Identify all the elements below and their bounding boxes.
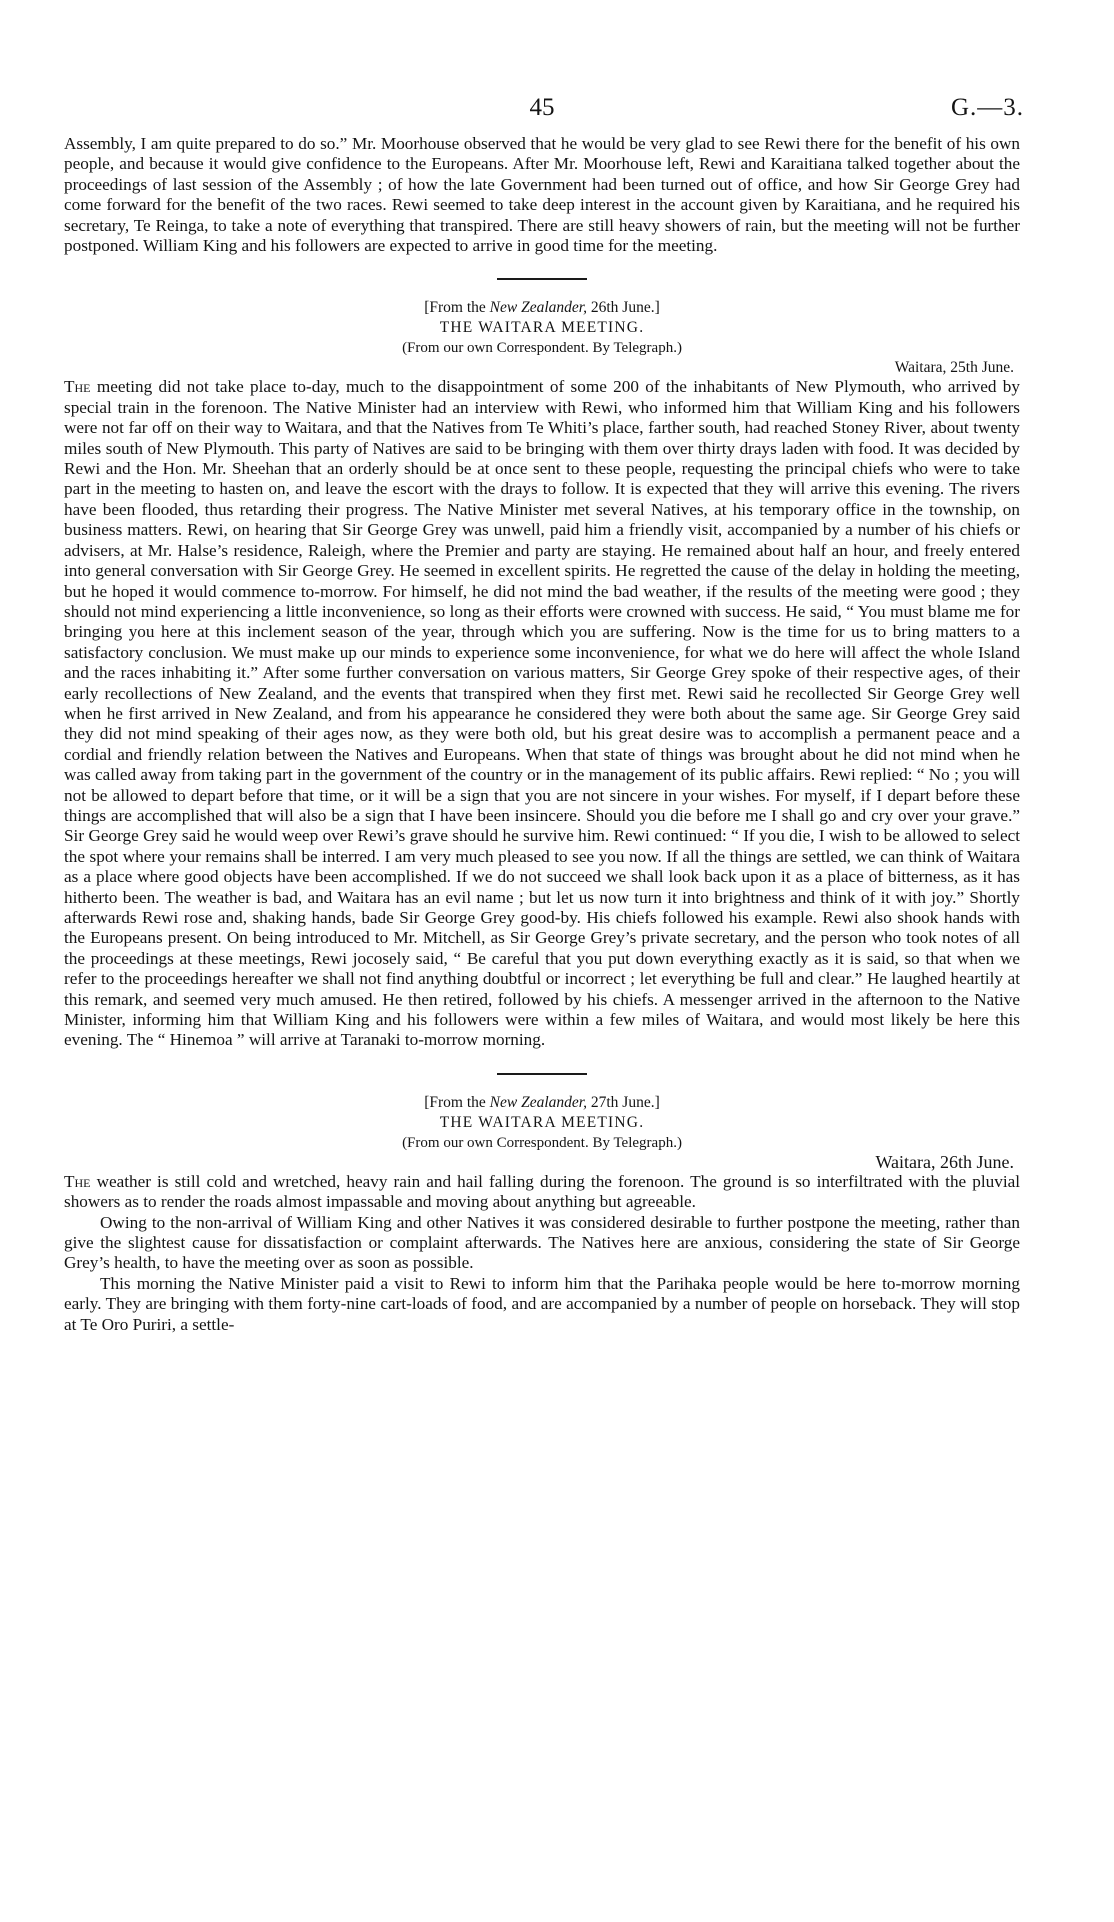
source-suffix: 27th June.] [586,1093,660,1111]
opening-paragraph: Assembly, I am quite prepared to do so.” Mr. Moorhouse observed that he would be very glad to see Rewi there for the benefit of his own people, and because it would give confidence to the Europeans. After Mr. Moorhouse left, Rewi and Karaitiana talked together about the proceedings of last session of the Assembly ; of how the late Government had been turned out of office, and how Sir George Grey had come forward for the benefit of the two races. Rewi seemed to take deep interest in the account given by Karaitiana, and he required his secretary, Te Reinga, to take a note of everything that transpired. There are still heavy showers of rain, but the meeting will not be further postponed. William King and his followers are expected to arrive in good time for the meeting. [64,134,1020,256]
section-divider [497,1073,587,1075]
article-2-title: THE WAITARA MEETING. [439,1113,645,1131]
source-paper: New Zealander, [489,1093,587,1111]
article-1-lead-word: The [64,377,91,397]
article-2-correspondent: (From our own Correspondent. By Telegraph.) [402,1134,682,1151]
article-1-title: THE WAITARA MEETING. [439,319,645,337]
page-number: 45 [529,94,555,121]
article-1-body [64,377,1020,1050]
article-2-source [64,1093,1020,1112]
article-1-source [64,298,1020,317]
article-2-paragraph-3: This morning the Native Minister paid a visit to Rewi to inform him that the Parihaka people would be here to-morrow morning early. They are bringing with them forty-nine cart-loads of food, and are accompanied by a number of people on horseback. They will stop at Te Oro Puriri, a settle- [64,1273,1020,1334]
document-page [64,94,1024,1335]
source-prefix: [From the [424,1093,490,1111]
source-suffix: 26th June.] [586,299,660,317]
article-2-paragraph-2: Owing to the non-arrival of William King and other Natives it was considered desirable to further postpone the meeting, rather than give the slightest cause for dissatisfaction or complaint afterwards. The Natives here are anxious, considering the state of Sir George Grey’s health, to have the meeting over as soon as possible. [64,1212,1020,1273]
source-paper: New Zealander, [489,299,587,317]
source-prefix: [From the [424,299,490,317]
document-reference: G.—3. [950,94,1024,121]
article-2-paragraph-1 [64,1172,1020,1213]
article-1-correspondent: (From our own Correspondent. By Telegraph.) [402,340,682,357]
section-divider [497,278,587,280]
article-1-dateline: Waitara, 25th June. [894,359,1014,377]
page-header [64,94,1024,134]
article-1-body-text: meeting did not take place to-day, much to the disappointment of some 200 of the inhabitants of New Plymouth, who arrived by special train in the forenoon. The Native Minister had an interview with Rewi, who informed him that William King and his followers were not far off on their way to Waitara, and that the Natives from Te Whiti’s place, farther south, had reached Stoney River, about twenty miles south of New Plymouth. This party of Natives are said to be bringing with them over thirty drays laden with food. It was decided by Rewi and the Hon. Mr. Sheehan that an orderly should be at once sent to these people, requesting the principal chiefs who were to take part in the meeting to hasten on, and leave the escort with the drays to follow. It is expected that they will arrive this evening. The rivers have been flooded, thus retarding their progress. The Native Minister met several Natives, at his temporary office in the township, on business matters. Rewi, on hearing that Sir George Grey was unwell, paid him a friendly visit, accompanied by a number of his chiefs or advisers, at Mr. Halse’s residence, Raleigh, where the Premier and party are staying. He remained about half an hour, and freely entered into general conversation with Sir George Grey. He seemed in excellent spirits. He regretted the cause of the delay in holding the meeting, but he hoped it would commence to-morrow. For himself, he did not mind the bad weather, if the results of the meeting were good ; they should not mind experiencing a little inconvenience, so long as their efforts were crowned with success. He said, “ You must blame me for bringing you here at this inclement season of the year, through which you are suffering. Now is the time for us to bring matters to a satisfactory conclusion. We must make up our minds to experience some inconvenience, for what we do here will affect the whole Island and the races inhabiting it.” After some further conversation on various matters, Sir George Grey spoke of their respective ages, of their early recollections of New Zealand, and the events that transpired when they first met. Rewi said he recollected Sir George Grey well when he first arrived in New Zealand, and from his appearance he considered they were both about the same age. Sir George Grey said they did not mind speaking of their ages now, as they were both old, but his great desire was to accomplish a permanent peace and a cordial and friendly relation between the Natives and Europeans. When that state of things was brought about he did not mind when he was called away from taking part in the government of the country or in the management of its public affairs. Rewi replied: “ No ; you will not be allowed to depart before that time, or it will be a sign that you are not sincere in your wishes. For myself, if I depart before these things are accomplished that will also be a sign that I have been insincere. Should you die before me I shall go and cry over your grave.” Sir George Grey said he would weep over Rewi’s grave should he survive him. Rewi continued: “ If you die, I wish to be allowed to select the spot where your remains shall be interred. I am very much pleased to see you now. If all the things are settled, we can think of Waitara as a place where good objects have been accomplished. If we do not succeed we shall look back upon it as a place of bitterness, as it has hitherto been. The weather is bad, and Waitara has an evil name ; but let us now turn it into brightness and think of it with joy.” Shortly afterwards Rewi rose and, shaking hands, bade Sir George Grey good-by. His chiefs followed his example. Rewi also shook hands with the Europeans present. On being introduced to Mr. Mitchell, as Sir George Grey’s private secretary, and the person who took notes of all the proceedings at these meetings, Rewi jocosely said, “ Be careful that you put down everything exactly as it is said, so that when we refer to the proceedings hereafter we shall not find anything doubtful or incorrect ; let everything be full and clear.” He laughed heartily at this remark, and seemed very much amused. He then retired, followed by his chiefs. A messenger arrived in the afternoon to the Native Minister, informing him that William King and his followers were within a few miles of Waitara, and would most likely be here this evening. The “ Hinemoa ” will arrive at Taranaki to-morrow morning. [64,377,1020,1050]
article-2-paragraph-1-text: weather is still cold and wretched, heavy rain and hail falling during the forenoon. The ground is so interfiltrated with the pluvial showers as to render the roads almost impassable and moving about anything but agreeable. [64,1171,1020,1212]
article-2-dateline: Waitara, 26th June. [875,1151,1014,1172]
article-2-lead-word: The [64,1171,91,1191]
